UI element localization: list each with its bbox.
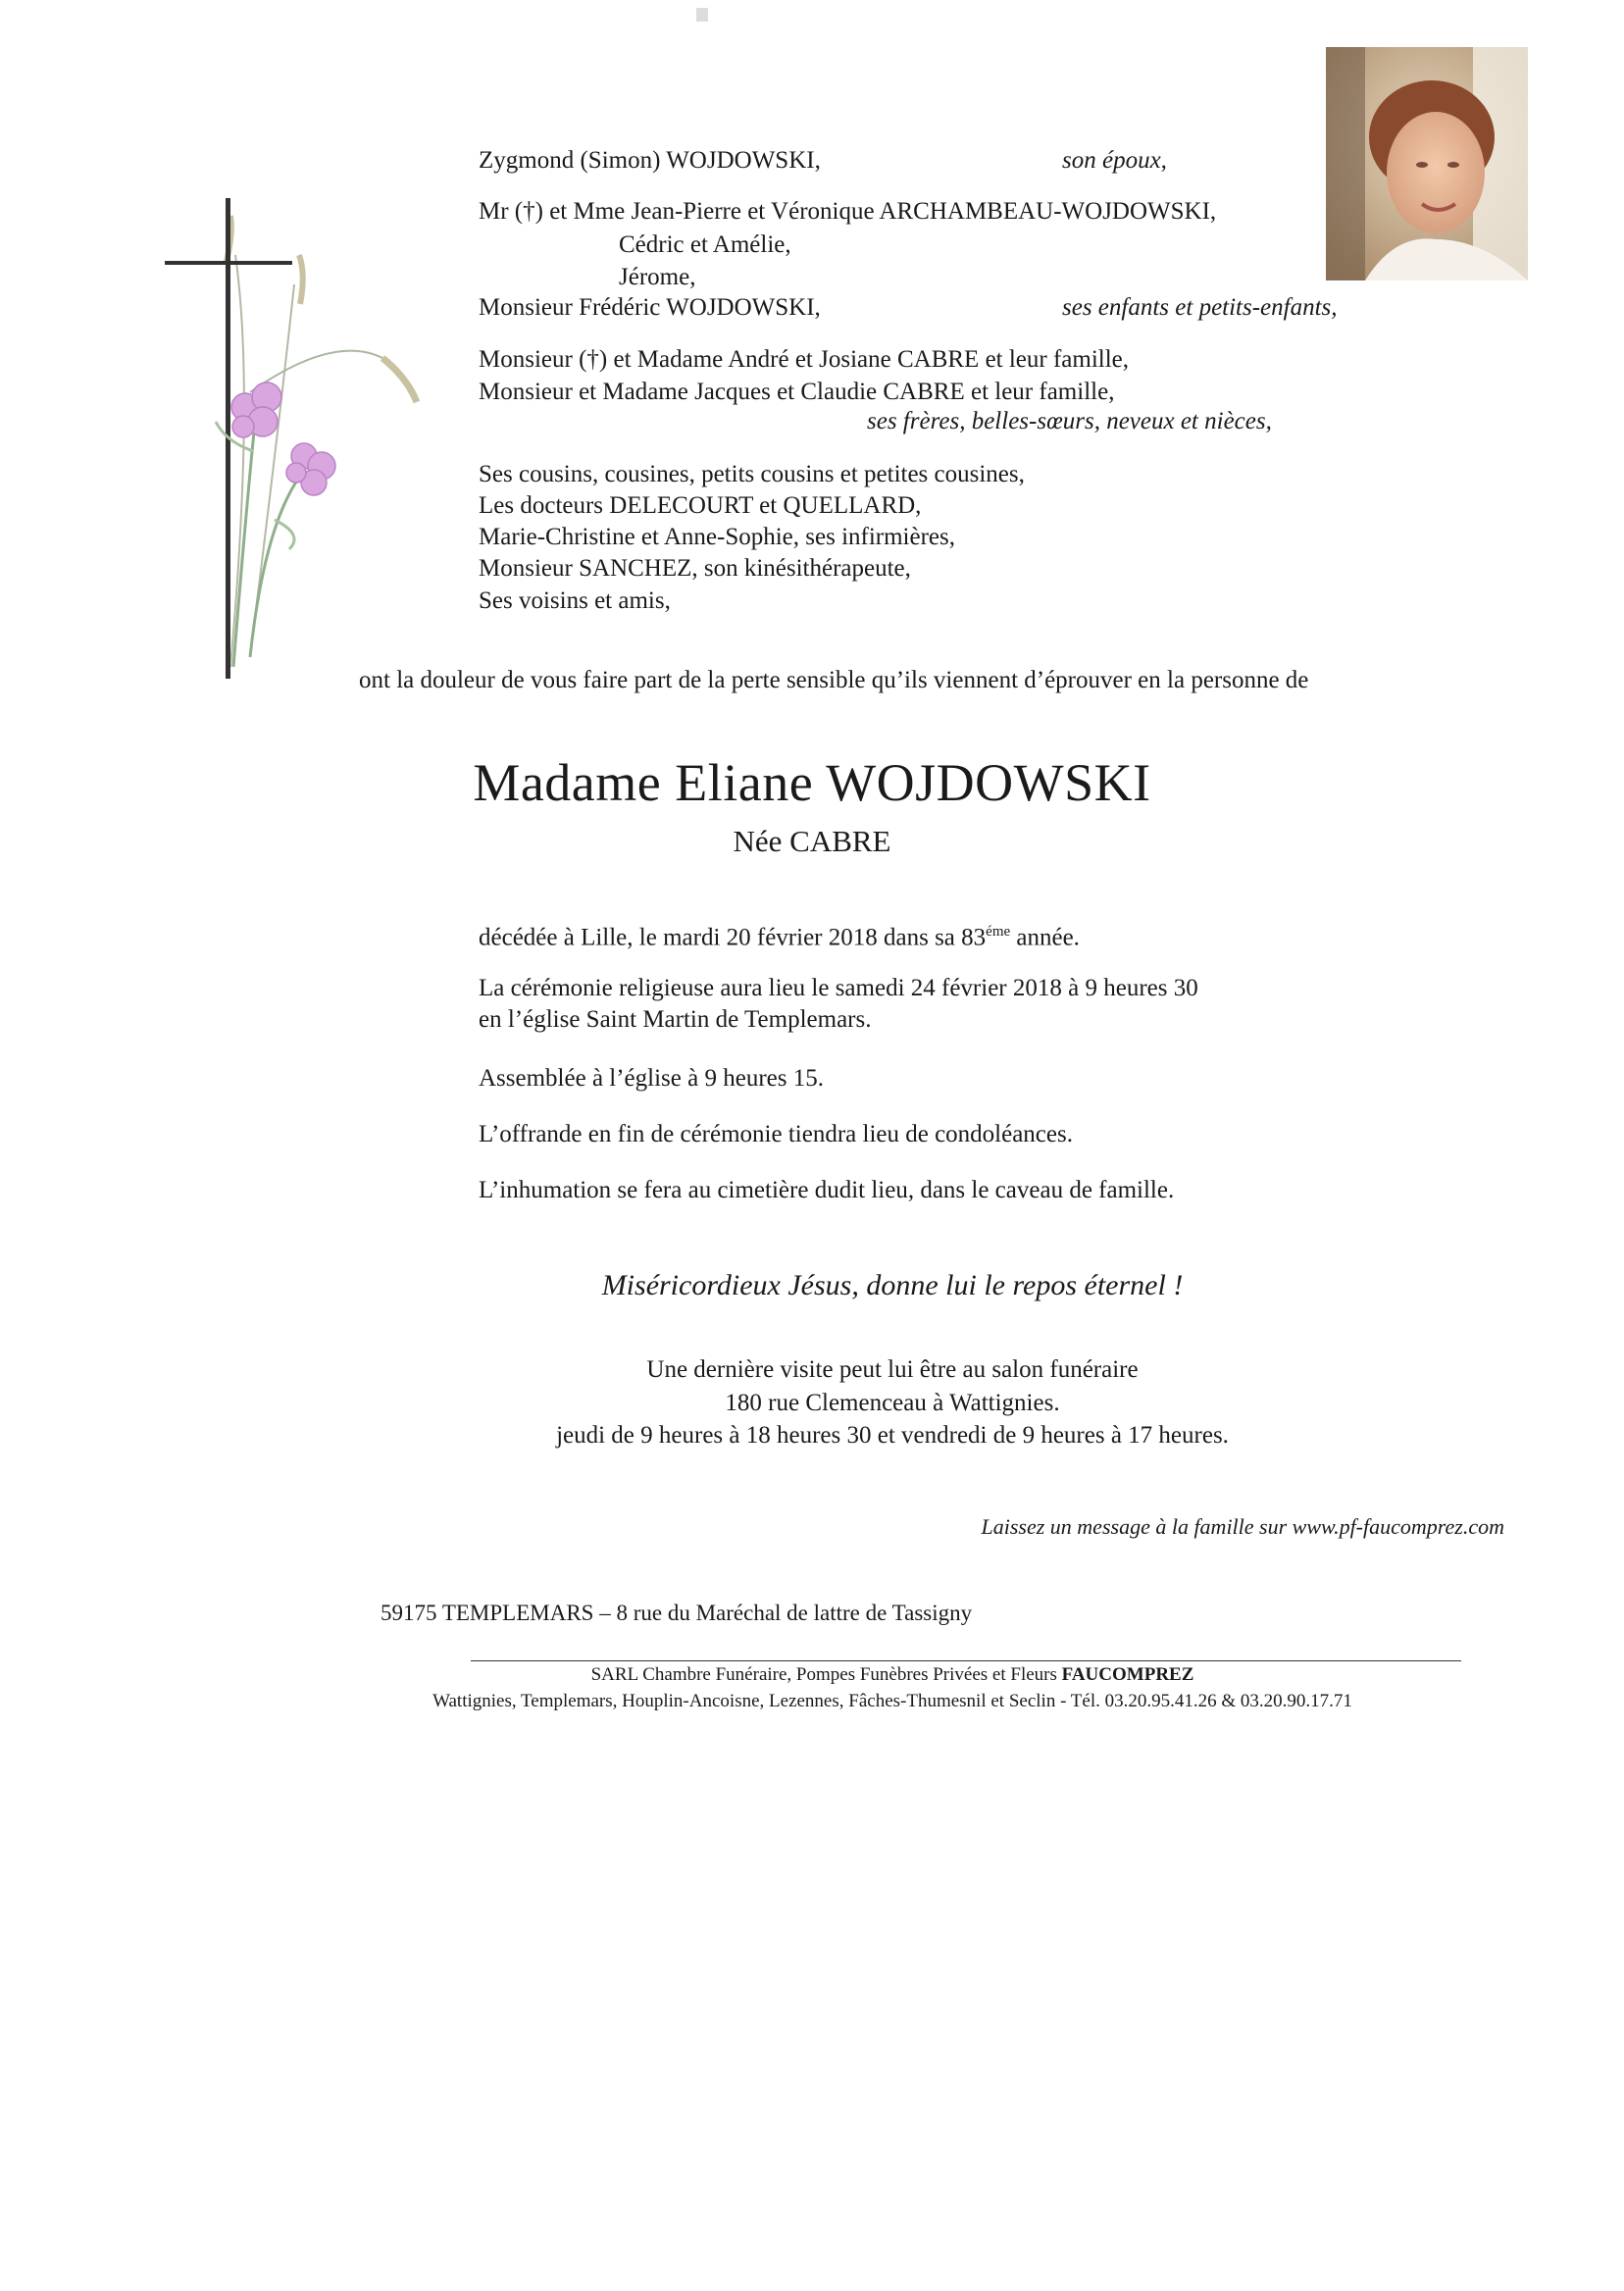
- deceased-name: Madame Eliane WOJDOWSKI: [473, 753, 1151, 812]
- family-line-12: Ses voisins et amis,: [479, 587, 671, 614]
- family-role-spouse: son époux,: [1062, 147, 1167, 174]
- family-line-5: Monsieur Frédéric WOJDOWSKI,: [479, 294, 821, 321]
- visit-line-3: jeudi de 9 heures à 18 heures 30 et vendredi de 9 heures à 17 heures.: [556, 1422, 1229, 1449]
- footer-company-text: SARL Chambre Funéraire, Pompes Funèbres Privées et Fleurs: [590, 1664, 1062, 1685]
- family-line-3: Cédric et Amélie,: [619, 231, 791, 258]
- scan-mark: [696, 8, 708, 22]
- assembly-info: Assemblée à l’église à 9 heures 15.: [479, 1065, 824, 1092]
- family-line-11: Monsieur SANCHEZ, son kinésithérapeute,: [479, 555, 911, 582]
- family-line-10: Marie-Christine et Anne-Sophie, ses infirmières,: [479, 524, 955, 550]
- family-line-4: Jérome,: [619, 264, 696, 290]
- death-info-suffix: année.: [1010, 924, 1080, 951]
- death-info-superscript: éme: [986, 924, 1011, 940]
- footer-divider: [471, 1660, 1461, 1661]
- death-info-text: décédée à Lille, le mardi 20 février 2018 dans sa 83: [479, 924, 987, 951]
- address: 59175 TEMPLEMARS – 8 rue du Maréchal de lattre de Tassigny: [381, 1601, 973, 1625]
- family-line-7: Monsieur et Madame Jacques et Claudie CABRE et leur famille,: [479, 379, 1115, 405]
- offering-info: L’offrande en fin de cérémonie tiendra lieu de condoléances.: [479, 1121, 1073, 1147]
- family-line-6: Monsieur (†) et Madame André et Josiane CABRE et leur famille,: [479, 346, 1130, 373]
- ceremony-line-2: en l’église Saint Martin de Templemars.: [479, 1006, 872, 1033]
- family-line-8: Ses cousins, cousines, petits cousins et petites cousines,: [479, 461, 1025, 487]
- footer-brand: FAUCOMPREZ: [1061, 1664, 1194, 1685]
- family-line-1: Zygmond (Simon) WOJDOWSKI,: [479, 147, 821, 174]
- maiden-name: Née CABRE: [733, 824, 891, 858]
- burial-info: L’inhumation se fera au cimetière dudit lieu, dans le caveau de famille.: [479, 1177, 1175, 1203]
- prayer: Miséricordieux Jésus, donne lui le repos éternel !: [601, 1269, 1184, 1301]
- footer-line-2: Wattignies, Templemars, Houplin-Ancoisne, Lezennes, Fâches-Thumesnil et Seclin - Tél. 03.20.95.41.26 & 03.20.90.17.71: [432, 1691, 1352, 1711]
- death-info: [479, 916, 1080, 953]
- portrait-photo: [1326, 47, 1528, 280]
- footer-line-1: [0, 1664, 1624, 1686]
- ceremony-line-1: La cérémonie religieuse aura lieu le samedi 24 février 2018 à 9 heures 30: [479, 975, 1198, 1001]
- visit-line-2: 180 rue Clemenceau à Wattignies.: [725, 1390, 1060, 1416]
- family-role-children: ses enfants et petits-enfants,: [1062, 294, 1338, 321]
- visit-line-1: Une dernière visite peut lui être au salon funéraire: [646, 1356, 1139, 1383]
- cross-with-flowers-icon: [157, 196, 422, 687]
- family-role-siblings: ses frères, belles-sœurs, neveux et nièces,: [867, 408, 1272, 434]
- family-line-2: Mr (†) et Mme Jean-Pierre et Véronique ARCHAMBEAU-WOJDOWSKI,: [479, 198, 1217, 225]
- announcement: ont la douleur de vous faire part de la perte sensible qu’ils viennent d’éprouver en la personne de: [359, 667, 1309, 693]
- online-message: Laissez un message à la famille sur www.pf-faucomprez.com: [981, 1514, 1504, 1539]
- family-line-9: Les docteurs DELECOURT et QUELLARD,: [479, 492, 922, 519]
